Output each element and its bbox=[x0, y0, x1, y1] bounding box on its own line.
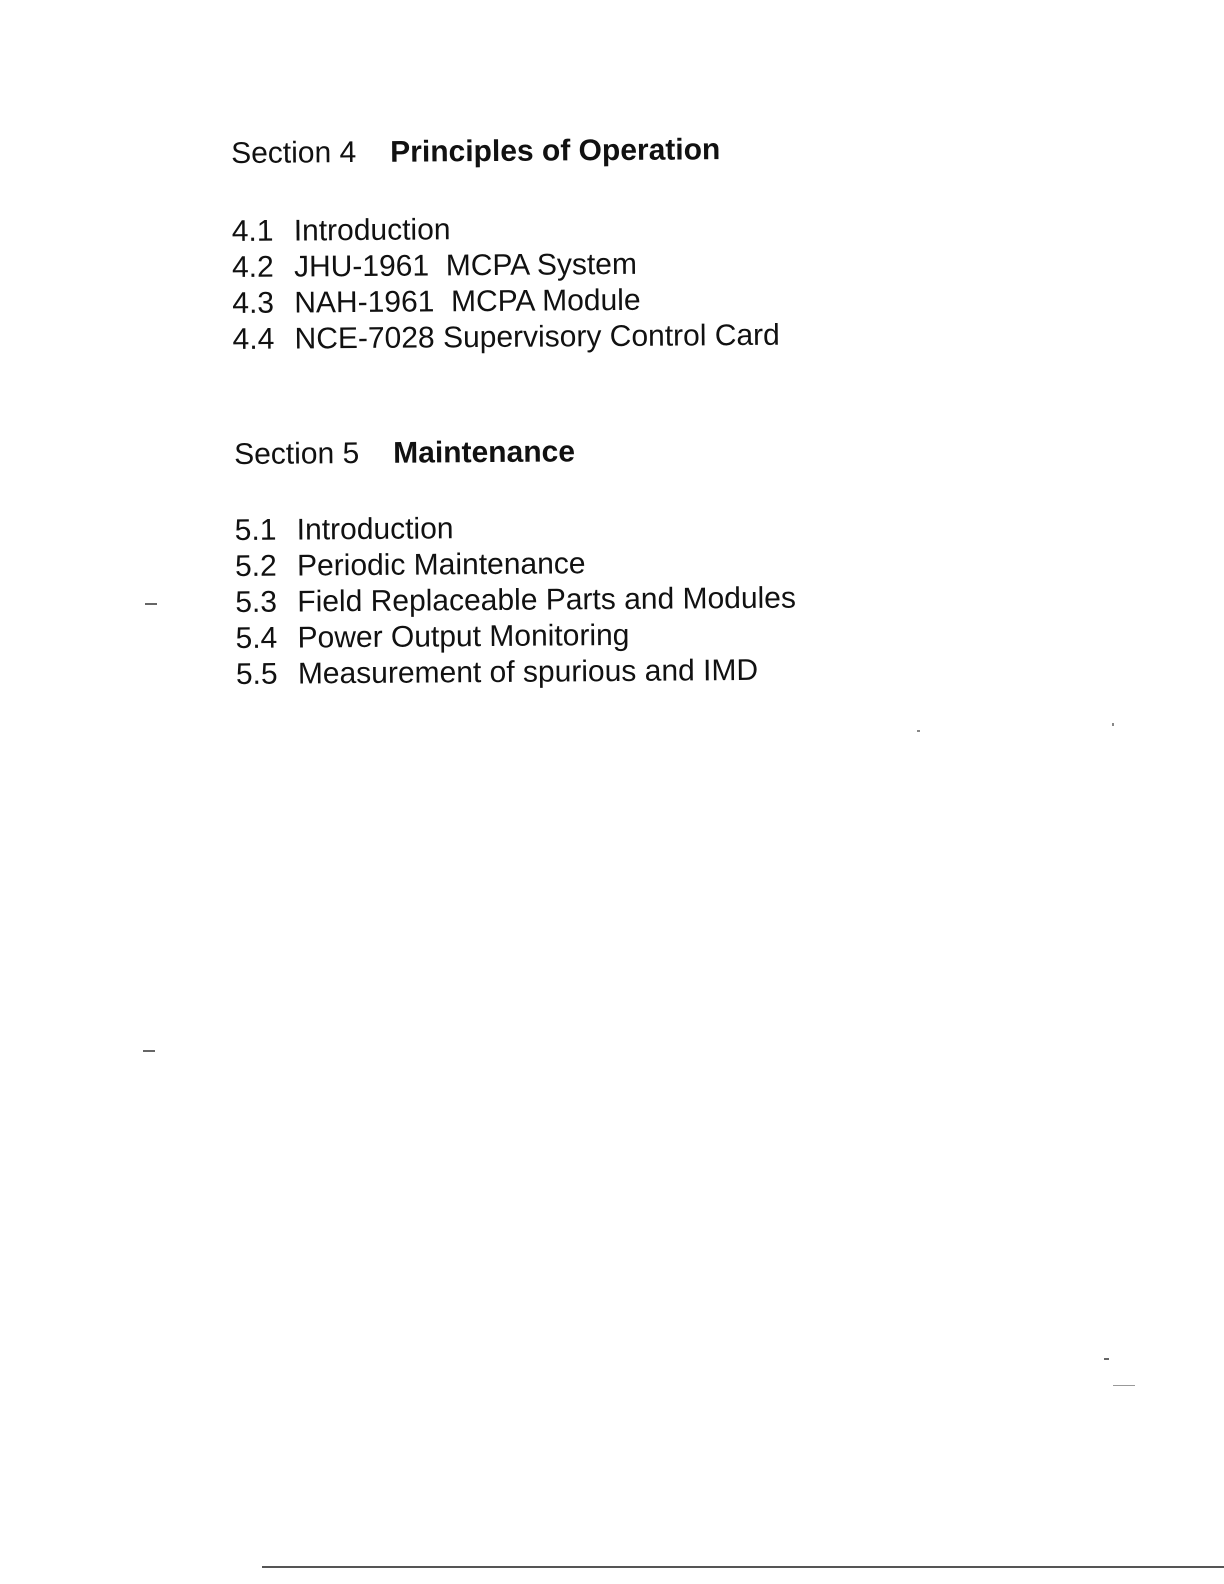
toc-item-title: JHU-1961 MCPA System bbox=[293, 247, 638, 284]
toc-item-number: 5.5 bbox=[235, 657, 278, 691]
scan-mark bbox=[143, 1050, 155, 1052]
toc-item-title: Field Replaceable Parts and Modules bbox=[297, 581, 797, 619]
toc-item bbox=[232, 282, 779, 322]
toc-item-title: NCE-7028 Supervisory Control Card bbox=[294, 318, 780, 356]
toc-item bbox=[232, 246, 779, 286]
toc-item-title: Introduction bbox=[293, 213, 451, 248]
scan-mark bbox=[145, 603, 157, 605]
toc-item-title: Measurement of spurious and IMD bbox=[297, 653, 759, 691]
toc-item bbox=[235, 581, 796, 621]
toc-list bbox=[235, 509, 797, 693]
section-title: Maintenance bbox=[393, 435, 576, 470]
section-4 bbox=[231, 132, 780, 358]
toc-item-number: 5.4 bbox=[235, 621, 278, 655]
toc-item-number: 4.3 bbox=[232, 286, 275, 320]
toc-item-number: 4.1 bbox=[231, 214, 274, 248]
toc-item-title: Periodic Maintenance bbox=[296, 547, 586, 583]
section-label: Section 5 bbox=[234, 437, 360, 471]
toc-item bbox=[232, 210, 779, 250]
section-heading bbox=[234, 433, 795, 473]
toc-item-number: 4.2 bbox=[231, 250, 274, 284]
toc-item-title: Power Output Monitoring bbox=[297, 618, 630, 655]
toc-item-title: NAH-1961 MCPA Module bbox=[294, 283, 641, 320]
scan-mark bbox=[1113, 1385, 1135, 1386]
toc-item bbox=[235, 509, 796, 549]
scan-mark bbox=[917, 730, 920, 732]
toc-item bbox=[235, 617, 796, 657]
toc-item bbox=[232, 318, 779, 358]
section-label: Section 4 bbox=[231, 136, 357, 170]
section-heading bbox=[231, 132, 778, 172]
toc-item-number: 5.3 bbox=[235, 585, 278, 619]
toc-item bbox=[235, 545, 796, 585]
scan-mark bbox=[1104, 1358, 1109, 1360]
scan-edge-line bbox=[262, 1566, 1224, 1568]
toc-item-title: Introduction bbox=[296, 512, 454, 547]
toc-item-number: 5.2 bbox=[234, 549, 277, 583]
section-5 bbox=[234, 433, 797, 693]
toc-item bbox=[236, 653, 797, 693]
toc-item-number: 5.1 bbox=[234, 513, 277, 547]
toc-list bbox=[232, 210, 780, 358]
toc-item-number: 4.4 bbox=[232, 322, 275, 356]
scan-mark bbox=[1112, 723, 1114, 726]
section-title: Principles of Operation bbox=[390, 133, 721, 169]
